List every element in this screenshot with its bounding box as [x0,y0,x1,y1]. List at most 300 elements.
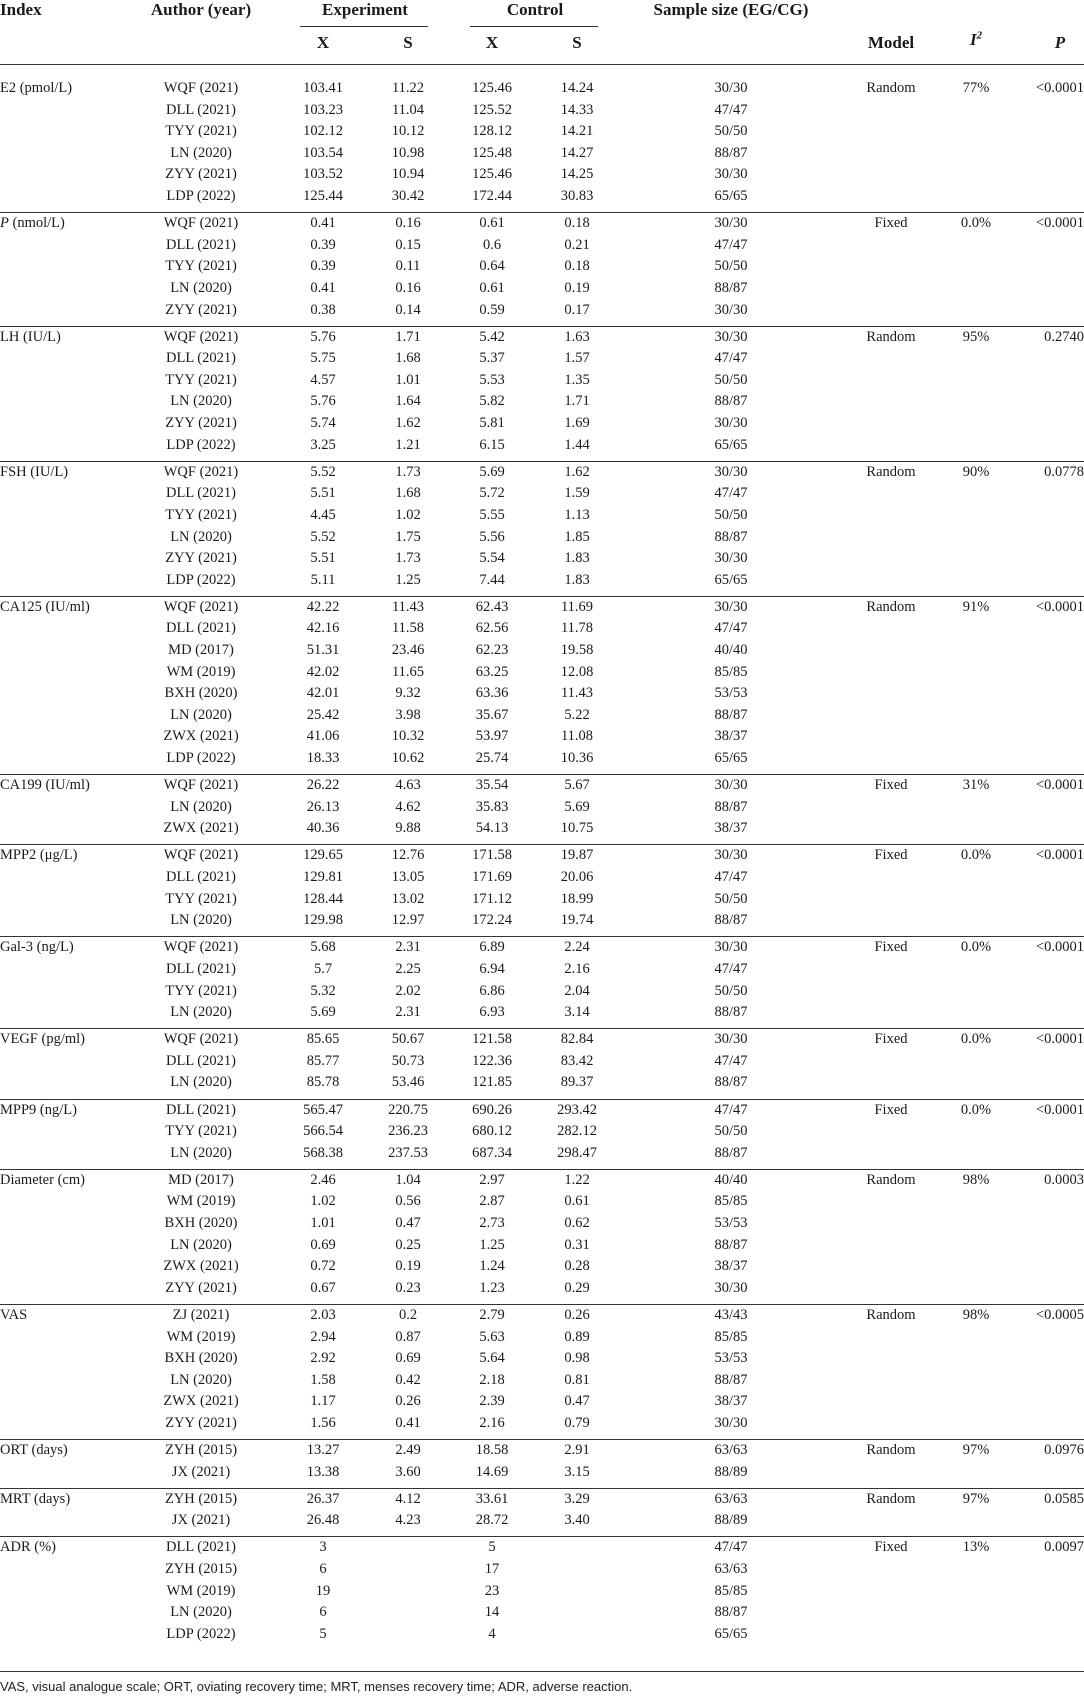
ctl-x-cell: 6.89 [479,939,505,956]
ctl-x-cell: 121.85 [472,1074,512,1091]
index-label: Diameter (cm) [0,1171,85,1188]
author-cell: LN (2020) [170,393,232,410]
model-cell: Random [866,463,916,480]
ctl-x-cell: 5.82 [479,393,505,410]
exp-s-cell: 1.73 [395,550,421,567]
exp-s-cell: 11.22 [391,80,425,96]
exp-x-cell: 26.48 [306,1512,340,1529]
ctl-s-cell: 0.26 [564,1306,590,1323]
exp-s-cell: 0.41 [395,1414,421,1431]
author-cell: LN (2020) [170,1004,232,1021]
sample-size-cell: 88/87 [714,706,748,723]
exp-s-cell: 2.31 [395,1004,421,1021]
ctl-x-cell: 125.48 [472,144,512,161]
sample-size-cell: 50/50 [714,371,748,388]
exp-x-cell: 129.65 [303,847,343,864]
ctl-s-cell: 11.69 [560,598,594,615]
exp-x-cell: 566.54 [303,1123,343,1140]
ctl-x-cell: 171.12 [472,890,512,907]
exp-x-cell: 51.31 [306,642,340,658]
sample-size-cell: 63/63 [714,1561,748,1577]
exp-s-cell: 1.75 [395,528,421,545]
ctl-s-cell: 12.08 [560,663,594,680]
exp-x-cell: 4.45 [310,506,336,523]
sample-size-cell: 30/30 [714,415,748,431]
exp-x-cell: 5.76 [310,393,336,410]
exp-x-cell: 125.44 [303,188,343,204]
author-cell: LDP (2022) [166,750,236,766]
exp-s-cell: 3.98 [395,706,421,723]
author-cell: DLL (2021) [166,1539,236,1556]
author-cell: LDP (2022) [166,436,236,453]
ctl-s-cell: 0.31 [564,1236,590,1253]
author-cell: TYY (2021) [165,371,237,388]
sample-size-cell: 65/65 [714,188,748,204]
exp-s-cell: 0.87 [395,1328,421,1345]
exp-x-cell: 5.51 [310,485,336,502]
exp-x-cell: 19 [315,1582,331,1599]
author-cell: BXH (2020) [164,1215,238,1231]
author-cell: ZWX (2021) [163,728,239,745]
sample-size-cell: 30/30 [714,939,748,956]
author-cell: LN (2020) [170,528,232,545]
sample-size-cell: 88/87 [714,1144,748,1161]
author-cell: JX (2021) [171,1512,231,1529]
sample-size-cell: 85/85 [714,1193,748,1210]
author-cell: BXH (2020) [164,1350,238,1367]
exp-s-cell: 2.25 [395,960,421,977]
ctl-x-cell: 0.6 [482,236,502,253]
exp-x-cell: 1.01 [310,1215,336,1231]
author-cell: WQF (2021) [163,215,239,232]
p-value-cell: <0.0001 [1035,1101,1084,1118]
exp-s-cell: 3.60 [395,1463,421,1480]
ctl-x-cell: 14 [484,1604,500,1621]
model-cell: Fixed [874,777,908,794]
ctl-x-cell: 33.61 [475,1490,509,1507]
exp-x-cell: 1.02 [310,1193,336,1210]
ctl-s-cell: 19.74 [560,912,594,929]
ctl-s-cell: 0.18 [564,215,590,232]
ctl-s-cell: 83.42 [560,1052,594,1069]
i-squared-cell: 0.0% [960,939,992,956]
ctl-s-cell: 3.40 [564,1512,590,1529]
exp-s-cell: 10.32 [391,728,425,745]
header-experiment-x: X [316,33,330,52]
exp-s-cell: 0.47 [395,1215,421,1231]
exp-s-cell: 10.98 [391,144,425,161]
exp-x-cell: 129.81 [303,869,343,885]
ctl-s-cell: 14.24 [560,80,594,96]
exp-x-cell: 0.69 [310,1236,336,1253]
ctl-x-cell: 0.59 [479,301,505,318]
exp-s-cell: 0.14 [395,301,421,318]
sample-size-cell: 50/50 [714,258,748,275]
exp-s-cell: 0.56 [395,1193,421,1210]
ctl-x-cell: 6.94 [479,960,505,977]
group-divider [0,1304,1084,1305]
exp-s-cell: 11.65 [391,663,425,680]
ctl-s-cell: 11.78 [560,620,594,637]
index-label: LH (IU/L) [0,328,61,345]
ctl-s-cell: 30.83 [560,188,594,204]
header-control-s: S [572,33,582,52]
exp-x-cell: 85.65 [306,1031,340,1048]
exp-s-cell: 4.12 [395,1490,421,1507]
ctl-x-cell: 5.56 [479,528,505,545]
exp-s-cell: 4.62 [395,798,421,815]
ctl-x-cell: 5.72 [479,485,505,502]
exp-s-cell: 2.31 [395,939,421,956]
ctl-x-cell: 5.53 [479,371,505,388]
group-divider [0,1169,1084,1170]
i-squared-cell: 98% [962,1171,990,1188]
sample-size-cell: 88/87 [714,1236,748,1253]
ctl-s-cell: 0.29 [564,1279,590,1296]
sample-size-cell: 30/30 [714,301,748,318]
ctl-s-cell: 0.47 [564,1393,590,1410]
model-cell: Random [866,1306,916,1323]
sample-size-cell: 63/63 [714,1442,748,1458]
p-value-cell: 0.0778 [1044,463,1084,480]
ctl-s-cell: 19.87 [560,847,594,864]
index-label: VAS [0,1306,28,1323]
ctl-s-cell: 0.79 [564,1414,590,1431]
sample-size-cell: 38/37 [714,728,748,745]
exp-x-cell: 0.67 [310,1279,336,1296]
ctl-s-cell: 5.22 [564,706,590,723]
sample-size-cell: 88/87 [714,1371,748,1388]
exp-x-cell: 103.54 [303,144,343,161]
ctl-x-cell: 1.25 [479,1236,505,1253]
author-cell: ZYY (2021) [165,550,237,567]
ctl-s-cell: 14.25 [560,166,594,183]
group-divider [0,936,1084,937]
sample-size-cell: 40/40 [714,1171,748,1188]
exp-s-cell: 50.73 [391,1052,425,1069]
exp-s-cell: 0.23 [395,1279,421,1296]
author-cell: WM (2019) [166,1328,236,1345]
exp-s-cell: 9.88 [395,820,421,837]
ctl-s-cell: 1.85 [564,528,590,545]
model-cell: Random [866,1171,916,1188]
exp-s-cell: 4.23 [395,1512,421,1529]
exp-x-cell: 5.52 [310,463,336,480]
sample-size-cell: 40/40 [714,642,748,658]
sample-size-cell: 47/47 [714,485,748,502]
exp-x-cell: 5.52 [310,528,336,545]
exp-s-cell: 0.42 [395,1371,421,1388]
i-squared-cell: 95% [962,328,990,345]
exp-s-cell: 12.76 [391,847,425,864]
ctl-x-cell: 125.52 [472,101,512,118]
index-label: E2 (pmol/L) [0,80,73,96]
ctl-s-cell: 3.14 [564,1004,590,1021]
exp-x-cell: 568.38 [303,1144,343,1161]
ctl-x-cell: 5.54 [479,550,505,567]
ctl-s-cell: 11.43 [560,685,594,702]
exp-x-cell: 6 [319,1561,327,1577]
index-label: CA125 (IU/ml) [0,598,90,615]
header-control: Control [506,0,564,19]
index-label: MPP2 (μg/L) [0,847,78,864]
exp-x-cell: 0.41 [310,279,336,296]
author-cell: DLL (2021) [166,350,236,367]
author-cell: ZYY (2021) [165,301,237,318]
author-cell: DLL (2021) [166,485,236,502]
sample-size-cell: 30/30 [714,1031,748,1048]
ctl-x-cell: 53.97 [475,728,509,745]
ctl-x-cell: 2.16 [479,1414,505,1431]
header-p: P [1054,33,1066,52]
ctl-x-cell: 5 [488,1539,496,1556]
exp-s-cell: 13.02 [391,890,425,907]
exp-x-cell: 5.11 [310,571,336,588]
p-value-cell: <0.0001 [1035,777,1084,794]
ctl-s-cell: 1.83 [564,550,590,567]
sample-size-cell: 88/87 [714,798,748,815]
ctl-x-cell: 25.74 [475,750,509,766]
exp-x-cell: 0.39 [310,236,336,253]
ctl-s-cell: 14.33 [560,101,594,118]
author-cell: TYY (2021) [165,890,237,907]
exp-s-cell: 1.71 [395,328,421,345]
sample-size-cell: 50/50 [714,1123,748,1140]
p-value-cell: <0.0001 [1035,1031,1084,1048]
sample-size-cell: 47/47 [714,1101,748,1118]
ctl-x-cell: 128.12 [472,123,512,140]
i-squared-cell: 0.0% [960,1101,992,1118]
exp-x-cell: 42.01 [306,685,340,702]
ctl-x-cell: 5.81 [479,415,505,431]
p-value-cell: 0.0003 [1044,1171,1084,1188]
ctl-s-cell: 1.13 [564,506,590,523]
author-cell: LN (2020) [170,706,232,723]
author-cell: DLL (2021) [166,1101,236,1118]
group-divider [0,774,1084,775]
exp-x-cell: 129.98 [303,912,343,929]
ctl-x-cell: 6.15 [479,436,505,453]
index-label: CA199 (IU/ml) [0,777,90,794]
sample-size-cell: 38/37 [714,820,748,837]
ctl-x-cell: 28.72 [475,1512,509,1529]
ctl-s-cell: 0.62 [564,1215,590,1231]
ctl-x-cell: 687.34 [472,1144,512,1161]
ctl-s-cell: 19.58 [560,642,594,658]
exp-s-cell: 0.26 [395,1393,421,1410]
author-cell: ZYH (2015) [164,1561,238,1577]
author-cell: ZYY (2021) [165,1414,237,1431]
sample-size-cell: 50/50 [714,982,748,999]
exp-s-cell: 0.69 [395,1350,421,1367]
ctl-s-cell: 0.61 [564,1193,590,1210]
group-divider [0,1439,1084,1440]
author-cell: WQF (2021) [163,328,239,345]
ctl-x-cell: 2.18 [479,1371,505,1388]
header-control-x: X [485,33,499,52]
exp-x-cell: 3 [319,1539,327,1556]
author-cell: TYY (2021) [165,982,237,999]
ctl-s-cell: 14.21 [560,123,594,140]
author-cell: WQF (2021) [163,777,239,794]
sample-size-cell: 50/50 [714,890,748,907]
model-cell: Random [866,1490,916,1507]
model-cell: Random [866,598,916,615]
group-divider [0,1099,1084,1100]
i-squared-cell: 13% [962,1539,990,1556]
i-squared-cell: 77% [962,80,990,96]
exp-s-cell: 10.62 [391,750,425,766]
ctl-s-cell: 0.28 [564,1258,590,1275]
exp-x-cell: 42.02 [306,663,340,680]
ctl-s-cell: 3.29 [564,1490,590,1507]
author-cell: WQF (2021) [163,847,239,864]
exp-s-cell: 2.02 [395,982,421,999]
ctl-x-cell: 0.61 [479,279,505,296]
ctl-x-cell: 6.86 [479,982,505,999]
author-cell: WQF (2021) [163,1031,239,1048]
exp-x-cell: 42.16 [306,620,340,637]
exp-s-cell: 1.68 [395,485,421,502]
author-cell: BXH (2020) [164,685,238,702]
i-squared-base: I [969,30,977,49]
ctl-x-cell: 0.64 [479,258,505,275]
sample-size-cell: 88/87 [714,1004,748,1021]
sample-size-cell: 85/85 [714,663,748,680]
bottom-rule [0,1671,1084,1672]
exp-x-cell: 5.68 [310,939,336,956]
sample-size-cell: 65/65 [714,750,748,766]
exp-s-cell: 0.16 [395,215,421,232]
sample-size-cell: 47/47 [714,869,748,885]
sample-size-cell: 30/30 [714,80,748,96]
model-cell: Fixed [874,939,908,956]
author-cell: ZYH (2015) [164,1490,238,1507]
ctl-s-cell: 0.81 [564,1371,590,1388]
group-divider [0,461,1084,462]
group-divider [0,326,1084,327]
sample-size-cell: 43/43 [714,1306,748,1323]
ctl-x-cell: 680.12 [472,1123,512,1140]
ctl-x-cell: 1.24 [479,1258,505,1275]
author-cell: DLL (2021) [166,620,236,637]
exp-s-cell: 1.02 [395,506,421,523]
ctl-s-cell: 89.37 [560,1074,594,1091]
exp-s-cell: 0.15 [395,236,421,253]
sample-size-cell: 53/53 [714,1350,748,1367]
exp-s-cell: 50.67 [391,1031,425,1048]
author-cell: WM (2019) [166,1582,236,1599]
exp-s-cell: 1.21 [395,436,421,453]
author-cell: LN (2020) [170,1236,232,1253]
exp-x-cell: 2.92 [310,1350,336,1367]
exp-x-cell: 2.03 [310,1306,336,1323]
sample-size-cell: 30/30 [714,166,748,183]
exp-s-cell: 4.63 [395,777,421,794]
sample-size-cell: 30/30 [714,847,748,864]
exp-s-cell: 11.43 [391,598,425,615]
sample-size-cell: 88/87 [714,1604,748,1621]
exp-x-cell: 41.06 [306,728,340,745]
author-cell: TYY (2021) [165,258,237,275]
ctl-s-cell: 1.59 [564,485,590,502]
group-divider [0,1536,1084,1537]
ctl-x-cell: 2.97 [479,1171,505,1188]
p-value-cell: 0.0585 [1044,1490,1084,1507]
author-cell: WM (2019) [166,1193,236,1210]
author-cell: MD (2017) [168,1171,234,1188]
sample-size-cell: 30/30 [714,328,748,345]
ctl-x-cell: 14.69 [475,1463,509,1480]
exp-x-cell: 5.32 [310,982,336,999]
sample-size-cell: 47/47 [714,1052,748,1069]
exp-x-cell: 2.46 [310,1171,336,1188]
author-cell: LN (2020) [170,144,232,161]
ctl-x-cell: 5.42 [479,328,505,345]
group-divider [0,1028,1084,1029]
index-label: Gal-3 (ng/L) [0,939,74,956]
author-cell: LDP (2022) [166,571,236,588]
author-cell: TYY (2021) [165,506,237,523]
ctl-x-cell: 172.44 [472,188,512,204]
exp-x-cell: 565.47 [303,1101,343,1118]
header-author: Author (year) [150,0,252,19]
author-cell: MD (2017) [168,642,234,658]
sample-size-cell: 47/47 [714,236,748,253]
header-rule [0,64,1084,65]
sample-size-cell: 85/85 [714,1582,748,1599]
p-value-cell: 0.0097 [1044,1539,1084,1556]
exp-x-cell: 0.41 [310,215,336,232]
ctl-x-cell: 171.58 [472,847,512,864]
model-cell: Fixed [874,215,908,232]
sample-size-cell: 88/87 [714,912,748,929]
ctl-x-cell: 2.87 [479,1193,505,1210]
exp-x-cell: 1.17 [310,1393,336,1410]
ctl-x-cell: 17 [484,1561,500,1577]
ctl-x-cell: 690.26 [472,1101,512,1118]
ctl-x-cell: 121.58 [472,1031,512,1048]
sample-size-cell: 65/65 [714,1625,748,1642]
ctl-x-cell: 23 [484,1582,500,1599]
sample-size-cell: 88/87 [714,1074,748,1091]
ctl-s-cell: 2.04 [564,982,590,999]
sample-size-cell: 50/50 [714,123,748,140]
ctl-s-cell: 2.24 [564,939,590,956]
experiment-underline [300,26,428,27]
sample-size-cell: 47/47 [714,101,748,118]
exp-x-cell: 5 [319,1625,327,1642]
author-cell: LN (2020) [170,798,232,815]
author-cell: LN (2020) [170,1604,232,1621]
p-value-cell: 0.0976 [1044,1442,1084,1458]
exp-x-cell: 85.77 [306,1052,340,1069]
control-underline [470,26,598,27]
ctl-s-cell: 1.22 [564,1171,590,1188]
ctl-s-cell: 18.99 [560,890,594,907]
ctl-x-cell: 5.37 [479,350,505,367]
ctl-s-cell: 282.12 [557,1123,597,1140]
header-experiment: Experiment [322,0,408,19]
ctl-s-cell: 1.69 [564,415,590,431]
sample-size-cell: 63/63 [714,1490,748,1507]
sample-size-cell: 47/47 [714,350,748,367]
ctl-x-cell: 2.39 [479,1393,505,1410]
author-cell: LN (2020) [170,1074,232,1091]
author-cell: ZYY (2021) [165,166,237,183]
ctl-x-cell: 63.25 [475,663,509,680]
author-cell: DLL (2021) [166,869,236,885]
